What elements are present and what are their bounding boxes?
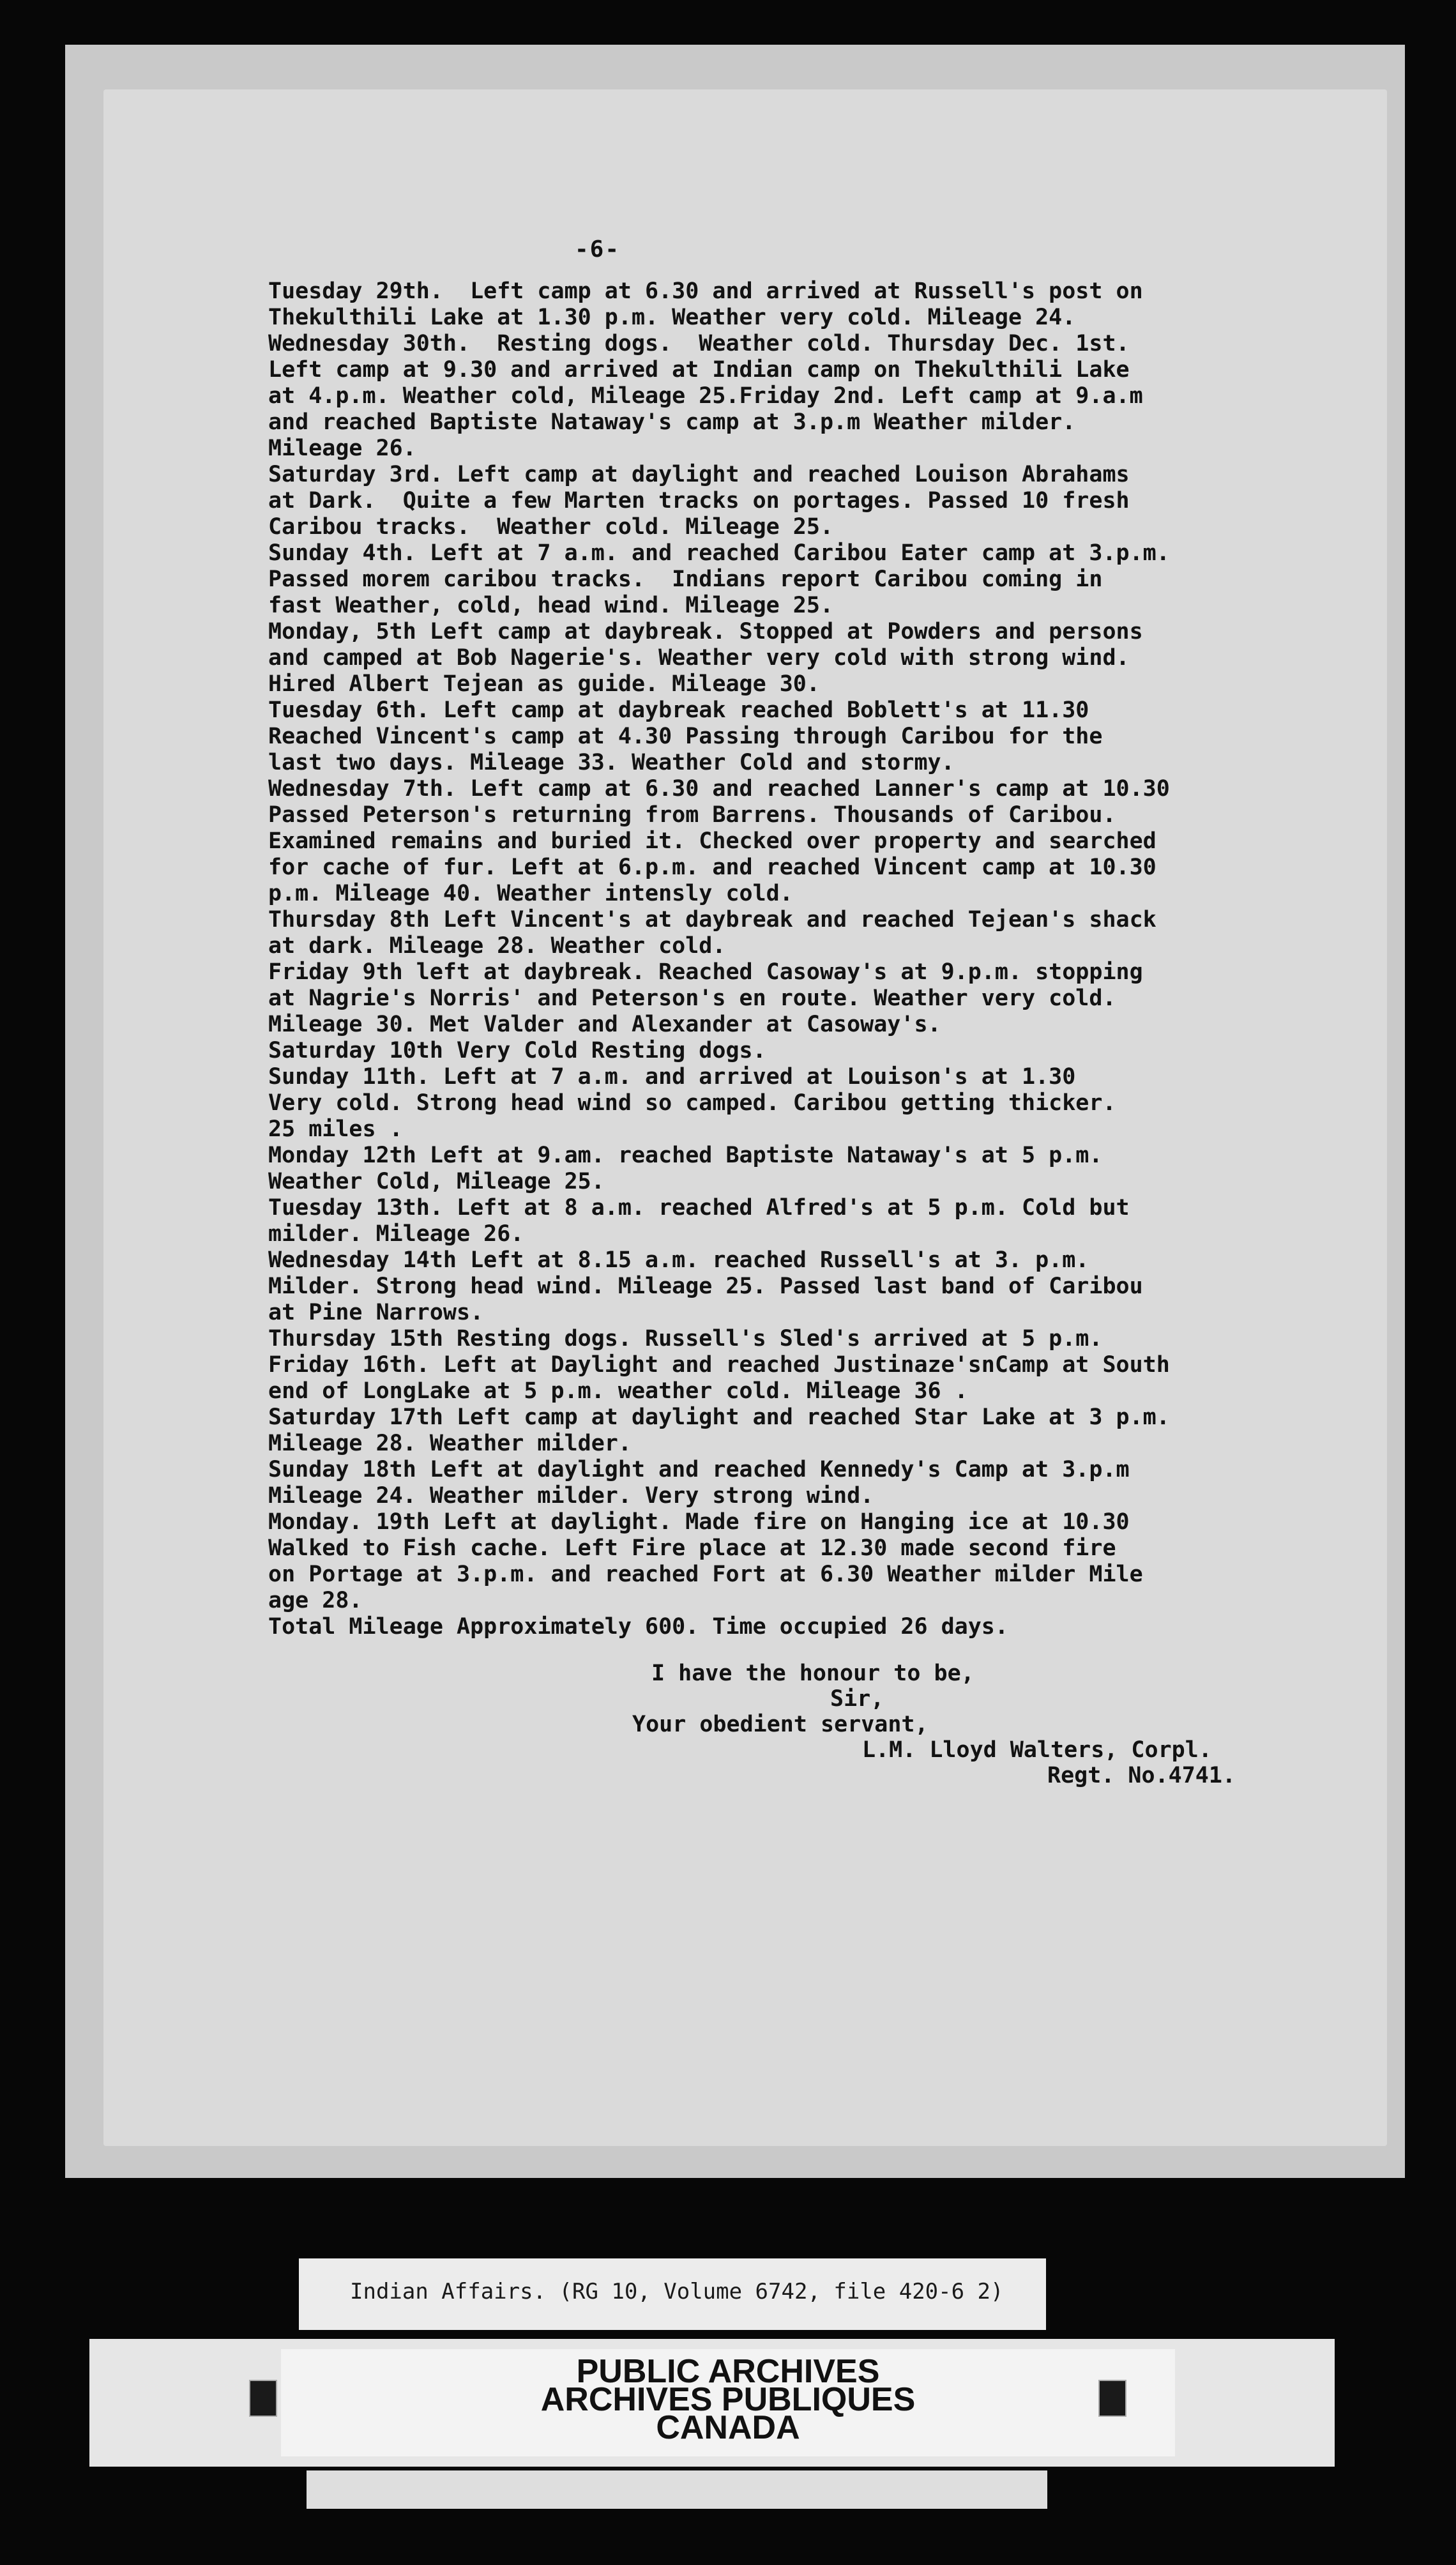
report-line: Weather Cold, Mileage 25. bbox=[268, 1169, 605, 1194]
report-line: and camped at Bob Nagerie's. Weather very cold with strong wind. bbox=[268, 645, 1130, 671]
report-line: Milder. Strong head wind. Mileage 25. Passed last band of Caribou bbox=[268, 1274, 1143, 1299]
report-line: at dark. Mileage 28. Weather cold. bbox=[268, 933, 726, 959]
report-line: last two days. Mileage 33. Weather Cold and stormy. bbox=[268, 750, 955, 775]
report-line: Tuesday 29th. Left camp at 6.30 and arrived at Russell's post on bbox=[268, 278, 1143, 304]
report-line: Wednesday 7th. Left camp at 6.30 and reached Lanner's camp at 10.30 bbox=[268, 776, 1170, 802]
report-line: p.m. Mileage 40. Weather intensly cold. bbox=[268, 881, 793, 906]
report-line: age 28. bbox=[268, 1588, 363, 1613]
report-line: Wednesday 14th Left at 8.15 a.m. reached Russell's at 3. p.m. bbox=[268, 1247, 1089, 1273]
report-line: for cache of fur. Left at 6.p.m. and reached Vincent camp at 10.30 bbox=[268, 855, 1156, 880]
report-line: Monday 12th Left at 9.am. reached Baptiste Nataway's at 5 p.m. bbox=[268, 1143, 1103, 1168]
report-line: Hired Albert Tejean as guide. Mileage 30. bbox=[268, 671, 820, 697]
closing-line: I have the honour to be, bbox=[651, 1661, 974, 1686]
regimental-number: Regt. No.4741. bbox=[1047, 1763, 1236, 1788]
film-tab-left bbox=[249, 2380, 277, 2417]
page-number: -6- bbox=[575, 236, 621, 263]
archive-reference: Indian Affairs. (RG 10, Volume 6742, file 420-6 2) bbox=[350, 2279, 1004, 2304]
closing-salutation: Sir, bbox=[830, 1686, 884, 1712]
report-line: Friday 16th. Left at Daylight and reached Justinaze'snCamp at South bbox=[268, 1352, 1170, 1378]
closing-servant: Your obedient servant, bbox=[632, 1712, 929, 1737]
report-line: Thursday 8th Left Vincent's at daybreak and reached Tejean's shack bbox=[268, 907, 1156, 932]
report-line: on Portage at 3.p.m. and reached Fort at 6.30 Weather milder Mile bbox=[268, 1562, 1143, 1587]
report-line: Tuesday 13th. Left at 8 a.m. reached Alfred's at 5 p.m. Cold but bbox=[268, 1195, 1130, 1221]
report-line: Reached Vincent's camp at 4.30 Passing through Caribou for the bbox=[268, 724, 1103, 749]
report-line: at Nagrie's Norris' and Peterson's en route. Weather very cold. bbox=[268, 986, 1116, 1011]
report-line: Passed Peterson's returning from Barrens. Thousands of Caribou. bbox=[268, 802, 1116, 828]
report-line: Friday 9th left at daybreak. Reached Casoway's at 9.p.m. stopping bbox=[268, 959, 1143, 985]
report-line: Tuesday 6th. Left camp at daybreak reached Boblett's at 11.30 bbox=[268, 697, 1089, 723]
report-line: Caribou tracks. Weather cold. Mileage 25. bbox=[268, 514, 834, 540]
report-line: Saturday 17th Left camp at daylight and reached Star Lake at 3 p.m. bbox=[268, 1404, 1170, 1430]
report-line: at 4.p.m. Weather cold, Mileage 25.Friday 2nd. Left camp at 9.a.m bbox=[268, 383, 1143, 409]
report-line: Monday. 19th Left at daylight. Made fire on Hanging ice at 10.30 bbox=[268, 1509, 1130, 1535]
report-line: Saturday 10th Very Cold Resting dogs. bbox=[268, 1038, 766, 1063]
report-line: 25 miles . bbox=[268, 1116, 403, 1142]
report-line: fast Weather, cold, head wind. Mileage 25. bbox=[268, 593, 834, 618]
signature: L.M. Lloyd Walters, Corpl. bbox=[862, 1737, 1212, 1763]
report-body bbox=[268, 278, 1405, 1640]
stamp-line-country: CANADA bbox=[656, 2409, 800, 2446]
report-line: Mileage 28. Weather milder. bbox=[268, 1431, 632, 1456]
report-line: Passed morem caribou tracks. Indians report Caribou coming in bbox=[268, 567, 1103, 592]
stamp-line-french: ARCHIVES PUBLIQUES bbox=[540, 2381, 916, 2418]
report-line: end of LongLake at 5 p.m. weather cold. Mileage 36 . bbox=[268, 1378, 968, 1404]
film-tab-right bbox=[1098, 2380, 1126, 2417]
archive-stamp-band bbox=[89, 2339, 1335, 2467]
report-line: Left camp at 9.30 and arrived at Indian camp on Thekulthili Lake bbox=[268, 357, 1130, 383]
closing-block bbox=[243, 1661, 1424, 1852]
report-line: Thekulthili Lake at 1.30 p.m. Weather very cold. Mileage 24. bbox=[268, 305, 1076, 330]
report-line: Sunday 11th. Left at 7 a.m. and arrived at Louison's at 1.30 bbox=[268, 1064, 1076, 1090]
report-line: milder. Mileage 26. bbox=[268, 1221, 524, 1247]
report-line: Walked to Fish cache. Left Fire place at 12.30 made second fire bbox=[268, 1535, 1116, 1561]
report-line: Mileage 26. bbox=[268, 436, 416, 461]
report-line: Sunday 4th. Left at 7 a.m. and reached Caribou Eater camp at 3.p.m. bbox=[268, 540, 1170, 566]
report-line: at Pine Narrows. bbox=[268, 1300, 484, 1325]
report-line: and reached Baptiste Nataway's camp at 3.p.m Weather milder. bbox=[268, 409, 1076, 435]
report-line: Sunday 18th Left at daylight and reached Kennedy's Camp at 3.p.m bbox=[268, 1457, 1130, 1482]
report-line: Mileage 30. Met Valder and Alexander at Casoway's. bbox=[268, 1012, 941, 1037]
report-line: Mileage 24. Weather milder. Very strong wind. bbox=[268, 1483, 874, 1509]
report-line: Examined remains and buried it. Checked over property and searched bbox=[268, 828, 1156, 854]
archive-reference-card bbox=[299, 2258, 1046, 2330]
report-line: Thursday 15th Resting dogs. Russell's Sled's arrived at 5 p.m. bbox=[268, 1326, 1103, 1351]
typed-report bbox=[243, 224, 1424, 2178]
report-line: Saturday 3rd. Left camp at daylight and reached Louison Abrahams bbox=[268, 462, 1130, 487]
report-line: at Dark. Quite a few Marten tracks on portages. Passed 10 fresh bbox=[268, 488, 1130, 514]
report-line: Monday, 5th Left camp at daybreak. Stopped at Powders and persons bbox=[268, 619, 1143, 644]
report-line: Total Mileage Approximately 600. Time occupied 26 days. bbox=[268, 1614, 1008, 1640]
film-strip bbox=[307, 2470, 1047, 2509]
report-line: Wednesday 30th. Resting dogs. Weather cold. Thursday Dec. 1st. bbox=[268, 331, 1130, 356]
stamp-line-english: PUBLIC ARCHIVES bbox=[576, 2353, 880, 2390]
report-line: Very cold. Strong head wind so camped. Caribou getting thicker. bbox=[268, 1090, 1116, 1116]
